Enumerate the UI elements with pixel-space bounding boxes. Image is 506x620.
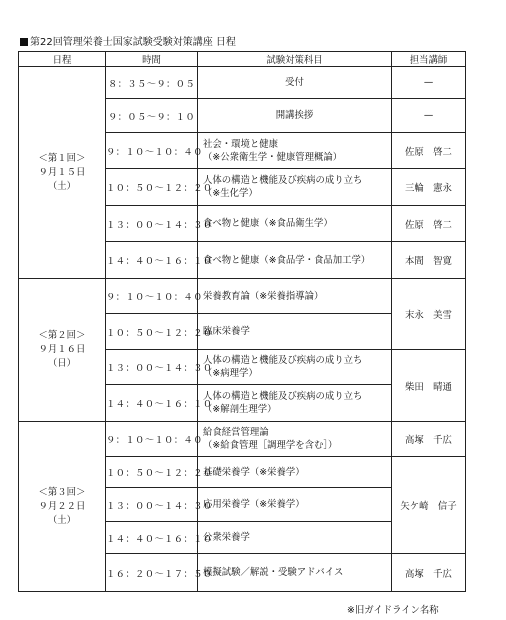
time-cell: ９：０５〜９：１０ [106, 99, 198, 133]
time-cell: １４：４０〜１６：１０ [106, 385, 198, 422]
time-cell: １３：００〜１４：３０ [106, 488, 198, 522]
time-cell: １４：４０〜１６：１０ [106, 522, 198, 554]
subject-line-1: 人体の構造と機能及び疾病の成り立ち [203, 175, 363, 186]
subject-line-1: 社会・環境と健康 [203, 138, 279, 150]
subject-cell: 食べ物と健康（※食品学・食品加工学） [198, 242, 392, 279]
subject-cell [198, 133, 392, 169]
subject-line-2: （※公衆衛生学・健康管理概論） [203, 151, 343, 163]
subject-cell [198, 169, 392, 206]
session-no: ＜第３回＞ [38, 486, 86, 498]
instructor-cell: — [392, 67, 466, 99]
subject-cell [198, 385, 392, 422]
subject-line-2: （※給食管理［調理学を含む］） [203, 440, 338, 451]
session-no: ＜第１回＞ [38, 152, 86, 164]
subject-cell [198, 350, 392, 385]
instructor-cell: 高塚 千広 [392, 422, 466, 457]
black-square-icon [20, 38, 28, 46]
subject-cell: 基礎栄養学（※栄養学） [198, 457, 392, 488]
header-date: 日程 [19, 52, 106, 67]
time-cell: １０：５０〜１２：２０ [106, 314, 198, 350]
instructor-cell: 佐原 啓二 [392, 206, 466, 242]
document-title-text: 第22回管理栄養士国家試験受験対策講座 日程 [30, 37, 236, 48]
subject-line-1: 人体の構造と機能及び疾病の成り立ち [203, 355, 363, 366]
subject-cell: 応用栄養学（※栄養学） [198, 488, 392, 522]
session-2-date-cell [19, 279, 106, 422]
instructor-cell: 佐原 啓二 [392, 133, 466, 169]
header-subject: 試験対策科目 [198, 52, 392, 67]
header-time: 時間 [106, 52, 198, 67]
session-date: ９月２２日 [38, 500, 86, 512]
subject-line-2: （※生化学） [203, 188, 258, 199]
subject-cell: 公衆栄養学 [198, 522, 392, 554]
table-header-row [19, 52, 466, 67]
subject-cell: 臨床栄養学 [198, 314, 392, 350]
session-weekday: （日） [47, 358, 77, 369]
subject-cell: 開講挨拶 [198, 99, 392, 133]
session-date: ９月１６日 [38, 344, 86, 355]
footnote: ※旧ガイドライン名称 [347, 605, 439, 616]
table-row [19, 422, 466, 457]
subject-line-2: （※解剖生理学） [203, 404, 277, 415]
time-cell: １３：００〜１４：３０ [106, 206, 198, 242]
header-instructor: 担当講師 [392, 52, 466, 67]
time-cell: １４：４０〜１６：１０ [106, 242, 198, 279]
instructor-cell: 高塚 千広 [392, 554, 466, 592]
time-cell: ９：１０〜１０：４０ [106, 422, 198, 457]
time-cell: ８：３５〜９：０５ [106, 67, 198, 99]
subject-cell: 受付 [198, 67, 392, 99]
instructor-cell: 矢ケ崎 信子 [392, 457, 466, 554]
table-row [19, 279, 466, 314]
subject-line-2: （※病理学） [203, 368, 258, 379]
instructor-cell: 柴田 晴通 [392, 350, 466, 422]
time-cell: １０：５０〜１２：２０ [106, 457, 198, 488]
schedule-table [18, 51, 466, 592]
session-1-date-cell [19, 67, 106, 279]
instructor-cell: 本間 智寛 [392, 242, 466, 279]
time-cell: １３：００〜１４：３０ [106, 350, 198, 385]
session-no: ＜第２回＞ [38, 330, 86, 341]
subject-line-1: 人体の構造と機能及び疾病の成り立ち [203, 391, 363, 402]
table-row [19, 67, 466, 99]
subject-line-1: 給食経営管理論 [203, 427, 269, 438]
instructor-cell: 三輪 憲永 [392, 169, 466, 206]
subject-cell: 食べ物と健康（※食品衛生学） [198, 206, 392, 242]
time-cell: １０：５０〜１２：２０ [106, 169, 198, 206]
time-cell: ９：１０〜１０：４０ [106, 279, 198, 314]
time-cell: ９：１０〜１０：４０ [106, 133, 198, 169]
instructor-cell: 末永 美雪 [392, 279, 466, 350]
subject-cell: 模擬試験／解説・受験アドバイス [198, 554, 392, 592]
session-date: ９月１５日 [38, 166, 86, 178]
document-title [20, 37, 236, 49]
session-weekday: （土） [47, 180, 77, 192]
instructor-cell: — [392, 99, 466, 133]
session-weekday: （土） [47, 514, 77, 526]
time-cell: １６：２０〜１７：５０ [106, 554, 198, 592]
subject-cell: 栄養教育論（※栄養指導論） [198, 279, 392, 314]
session-3-date-cell [19, 422, 106, 592]
subject-cell [198, 422, 392, 457]
